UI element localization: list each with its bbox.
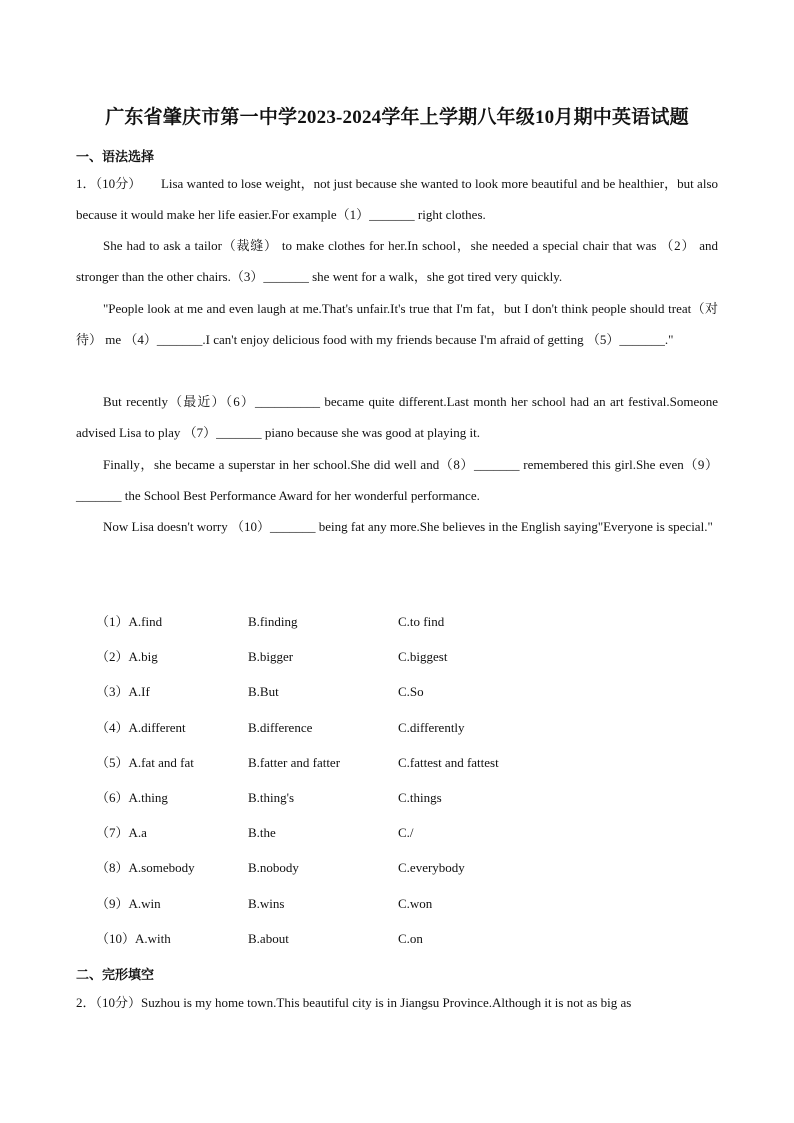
- option-c[interactable]: C.to find: [398, 614, 445, 629]
- option-c[interactable]: C./: [398, 825, 414, 841]
- page-title: 广东省肇庆市第一中学2023-2024学年上学期八年级10月期中英语试题: [105, 107, 689, 128]
- option-b[interactable]: B.the: [248, 825, 276, 841]
- option-a[interactable]: [96, 888, 161, 920]
- option-a-text: A.win: [128, 895, 161, 911]
- option-number: （7）: [96, 825, 129, 841]
- question-1-paragraph: Finally，she became a superstar in her school.She did well and（8）_______ remembered this girl.She even（9）_______ the School Best Performance Award for her wonderful performance.: [76, 457, 718, 503]
- option-a-text: A.a: [128, 825, 147, 841]
- question-1-paragraph: Now Lisa doesn't worry （10）_______ being fat any more.She believes in the English saying"Everyone is special.": [103, 519, 713, 534]
- option-a-text: A.find: [128, 614, 163, 629]
- option-row: [96, 606, 696, 641]
- answer-options-table: [96, 606, 696, 958]
- option-a[interactable]: [96, 782, 168, 814]
- option-a-text: A.fat and fat: [128, 754, 194, 770]
- option-number: （10）: [96, 930, 136, 946]
- option-number: （5）: [96, 754, 129, 770]
- option-c[interactable]: C.biggest: [398, 649, 448, 665]
- question-1-paragraph: But recently（最近）（6）__________ became quite different.Last month her school had an art festival.Someone advised Lisa to play （7）_______ piano because she was good at playing it.: [76, 394, 718, 440]
- option-c[interactable]: C.on: [398, 930, 423, 946]
- section-heading-grammar: 一、语法选择: [76, 149, 155, 164]
- option-b[interactable]: B.wins: [248, 895, 285, 911]
- option-number: （3）: [96, 684, 129, 700]
- option-row: [96, 747, 696, 782]
- question-1-paragraph: She had to ask a tailor（裁缝） to make clothes for her.In school，she needed a special chair that was （2） and stronger than the other chairs.（3）_______ she went for a walk，she got tired very quickly.: [76, 238, 718, 284]
- option-a[interactable]: [96, 676, 150, 708]
- option-a-text: A.somebody: [128, 860, 195, 876]
- option-a-text: A.big: [128, 649, 158, 665]
- option-c[interactable]: C.differently: [398, 719, 465, 735]
- option-b[interactable]: B.finding: [248, 614, 298, 629]
- option-c[interactable]: C.everybody: [398, 860, 465, 876]
- option-b[interactable]: B.difference: [248, 719, 313, 735]
- option-a-text: A.different: [128, 719, 186, 735]
- option-a[interactable]: [96, 606, 162, 638]
- question-1-lead: 1．（10分） Lisa wanted to lose weight，not just because she wanted to look more beautiful and be healthier，but also because it would make her life easier.For example（1）_______ right clothes.: [76, 176, 718, 222]
- section-heading-cloze: 二、完形填空: [76, 967, 155, 982]
- option-c[interactable]: C.things: [398, 789, 442, 805]
- option-b[interactable]: B.bigger: [248, 649, 294, 665]
- option-a[interactable]: [96, 852, 195, 884]
- option-a[interactable]: [96, 817, 147, 849]
- option-a[interactable]: [96, 747, 194, 779]
- option-a[interactable]: [96, 712, 186, 744]
- question-1-paragraph: "People look at me and even laugh at me.That's unfair.It's true that I'm fat，but I don't think people should treat（对待） me （4）_______.I can't enjoy delicious food with my friends because I'm afraid of getting （5）_______.": [76, 301, 718, 347]
- option-row: [96, 888, 696, 923]
- option-number: （2）: [96, 649, 129, 665]
- option-row: [96, 676, 696, 711]
- option-number: （4）: [96, 719, 129, 735]
- option-a-text: A.with: [135, 930, 171, 946]
- option-b[interactable]: B.about: [248, 930, 289, 946]
- option-b[interactable]: B.thing's: [248, 789, 295, 805]
- option-row: [96, 923, 696, 958]
- option-a-text: A.If: [128, 684, 150, 700]
- option-number: （8）: [96, 860, 129, 876]
- option-row: [96, 782, 696, 817]
- option-a[interactable]: [96, 641, 158, 673]
- option-c[interactable]: C.So: [398, 684, 424, 700]
- option-b[interactable]: B.nobody: [248, 860, 299, 876]
- option-a-text: A.thing: [128, 789, 168, 805]
- question-2-lead: 2．（10分）Suzhou is my home town.This beautiful city is in Jiangsu Province.Although it is not as big as: [76, 995, 632, 1010]
- option-row: [96, 852, 696, 887]
- option-row: [96, 712, 696, 747]
- option-number: （6）: [96, 789, 129, 805]
- option-a[interactable]: [96, 923, 171, 955]
- option-b[interactable]: B.But: [248, 684, 279, 700]
- option-number: （1）: [96, 614, 129, 629]
- option-c[interactable]: C.fattest and fattest: [398, 754, 499, 770]
- option-b[interactable]: B.fatter and fatter: [248, 754, 341, 770]
- option-number: （9）: [96, 895, 129, 911]
- option-row: [96, 817, 696, 852]
- option-row: [96, 641, 696, 676]
- option-c[interactable]: C.won: [398, 895, 433, 911]
